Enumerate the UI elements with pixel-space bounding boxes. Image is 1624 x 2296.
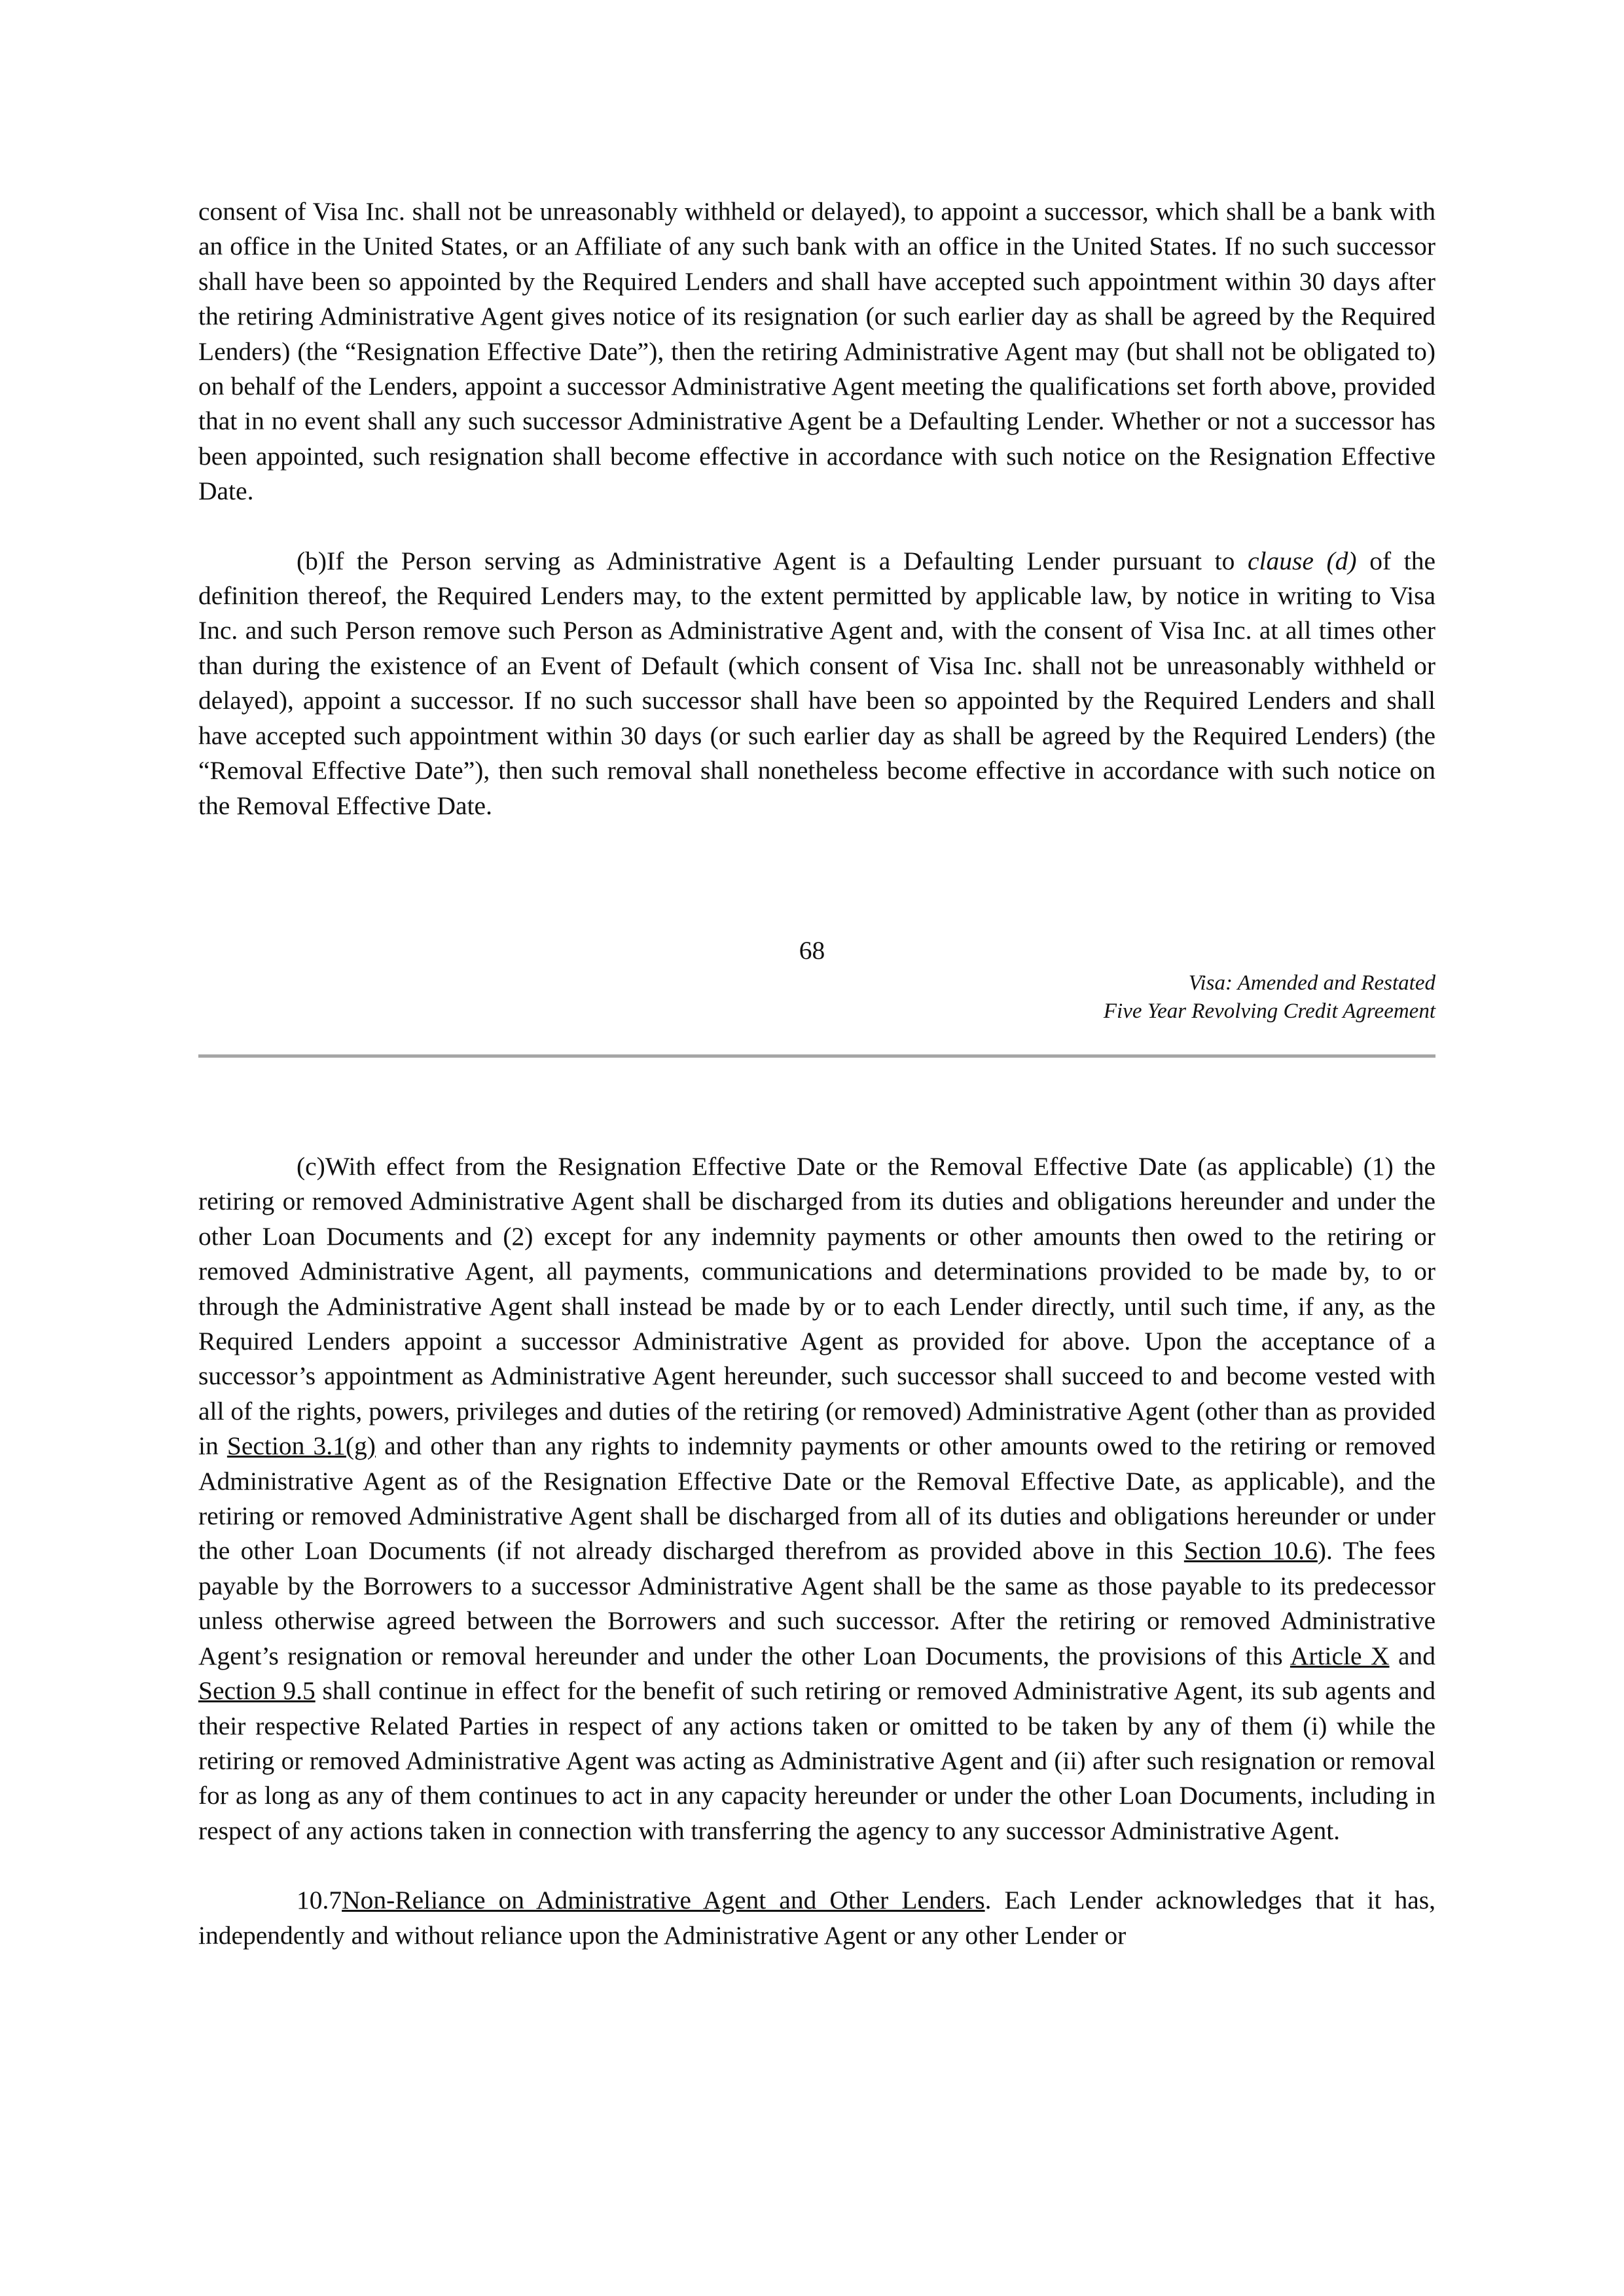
paragraph-c-text: and other than any rights to indemnity payments or other amounts owed to the retiring or removed Administrative Agent as of the Resignation Effective Date or the Removal Effective Date, as applicable), and the retiring or removed Administrative Agent shall be discharged from all of its duties and obligations hereunder or under the other Loan Documents (if not already discharged therefrom as provided above in this [198,1431,1435,1566]
paragraph-b [198,544,1435,823]
section-reference: Section 3.1(g) [226,1431,376,1461]
page2-body [198,1149,1435,1953]
paragraph-b-rest: of the definition thereof, the Required Lenders may, to the extent permitted by applicable law, by notice in writing to Visa Inc. and such Person remove such Person as Administrative Agent and, with the consent of Visa Inc. at all times other than during the existence of an Event of Default (which consent of Visa Inc. shall not be unreasonably withheld or delayed), appoint a successor. If no such successor shall have been so appointed by the Required Lenders and shall have accepted such appointment within 30 days (or such earlier day as shall be agreed by the Required Lenders) (the “Removal Effective Date”), then such removal shall nonetheless become effective in accordance with such notice on the Removal Effective Date. [198,546,1435,820]
article-reference: Article X [1290,1641,1390,1670]
section-reference: Section 9.5 [198,1676,316,1706]
paragraph-c [198,1149,1435,1848]
section-number: 10.7 [297,1886,342,1915]
footer-title-line1: Visa: Amended and Restated [1188,971,1435,995]
section-10-7-text: . Each Lender acknowledges that it has, independently and without reliance upon the Administrative Agent or any other Lender or [198,1886,1435,1950]
clause-reference: clause (d) [1247,546,1357,575]
footer-title-line2: Five Year Revolving Credit Agreement [1103,999,1435,1023]
paragraph-c-text: and [1389,1641,1435,1670]
paragraph-b-lead: (b)If the Person serving as Administrative Agent is a Defaulting Lender pursuant to [297,546,1248,575]
section-reference: Section 10.6 [1183,1536,1318,1566]
paragraph-c-text: shall continue in effect for the benefit of such retiring or removed Administrative Agent, its sub agents and their respective Related Parties in respect of any actions taken or omitted to be taken by any of them (i) while the retiring or removed Administrative Agent was acting as Administrative Agent and (ii) after such resignation or removal for as long as any of them continues to act in any capacity hereunder or under the other Loan Documents, including in respect of any actions taken in connection with transferring the agency to any successor Administrative Agent. [198,1676,1436,1845]
page-number: 68 [799,936,825,965]
page1-body [198,194,1435,823]
paragraph-c-text: ). The fees payable by the Borrowers to a successor Administrative Agent shall be the same as those payable to its predecessor unless otherwise agreed between the Borrowers and such successor. After the retiring or removed Administrative Agent’s resignation or removal hereunder and under the other Loan Documents, the provisions of this [198,1536,1436,1670]
page-divider [198,1054,1435,1058]
paragraph-continuation: consent of Visa Inc. shall not be unreasonably withheld or delayed), to appoint a successor, which shall be a bank with an office in the United States, or an Affiliate of any such bank with an office in the United States. If no such successor shall have been so appointed by the Required Lenders and shall have accepted such appointment within 30 days after the retiring Administrative Agent gives notice of its resignation (or such earlier day as shall be agreed by the Required Lenders) (the “Resignation Effective Date”), then the retiring Administrative Agent may (but shall not be obligated to) on behalf of the Lenders, appoint a successor Administrative Agent meeting the qualifications set forth above, provided that in no event shall any such successor Administrative Agent be a Defaulting Lender. Whether or not a successor has been appointed, such resignation shall become effective in accordance with such notice on the Resignation Effective Date. [198,197,1435,506]
section-10-7 [198,1883,1435,1953]
section-heading: Non-Reliance on Administrative Agent and Other Lenders [342,1886,985,1915]
paragraph-c-text: (c)With effect from the Resignation Effective Date or the Removal Effective Date (as applicable) (1) the retiring or removed Administrative Agent shall be discharged from its duties and obligations hereunder and under the other Loan Documents and (2) except for any indemnity payments or other amounts then owed to the retiring or removed Administrative Agent, all payments, communications and determinations provided to be made by, to or through the Administrative Agent shall instead be made by or to each Lender directly, until such time, if any, as the Required Lenders appoint a successor Administrative Agent as provided for above. Upon the acceptance of a successor’s appointment as Administrative Agent hereunder, such successor shall succeed to and become vested with all of the rights, powers, privileges and duties of the retiring (or removed) Administrative Agent (other than as provided in [198,1152,1435,1461]
